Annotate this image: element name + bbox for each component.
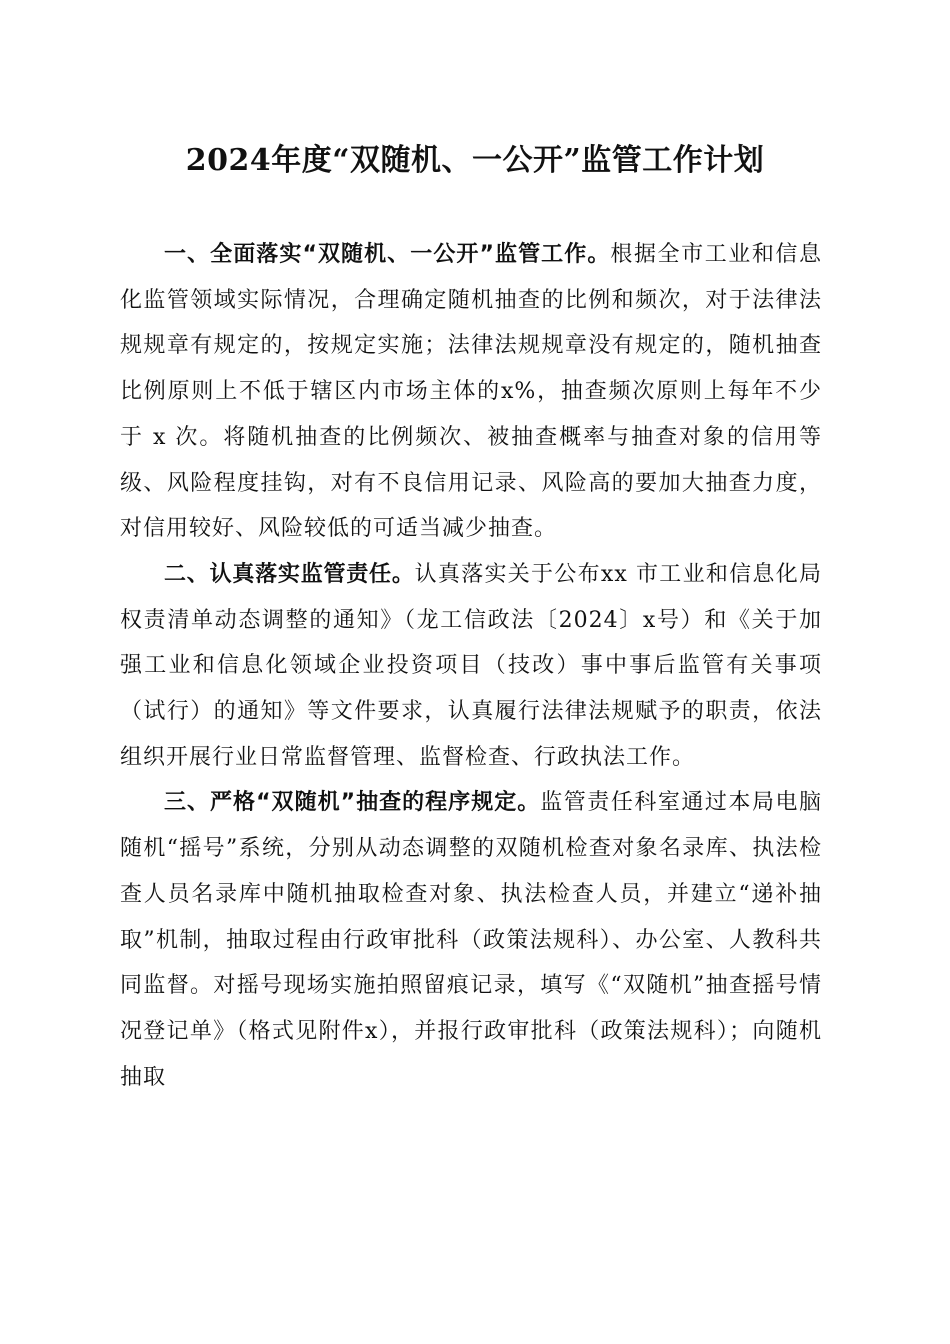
section-heading-3: 三、严格“双随机”抽查的程序规定。 <box>164 790 541 816</box>
section-paragraph-2 <box>120 552 822 781</box>
document-title: 2024年度“双随机、一公开”监管工作计划 <box>185 143 765 178</box>
document-body <box>120 232 822 1100</box>
section-text-3: 监管责任科室通过本局电脑随机“摇号”系统，分别从动态调整的双随机检查对象名录库、执法检查人员名录库中随机抽取检查对象、执法检查人员，并建立“递补抽取”机制，抽取过程由行政审批科（政策法规科）、办公室、人教科共同监督。对摇号现场实施拍照留痕记录，填写《“双随机”抽查摇号情况登记单》（格式见附件x），并报行政审批科（政策法规科）；向随机抽取 <box>120 790 822 1090</box>
section-text-2: 认真落实关于公布xx 市工业和信息化局权责清单动态调整的通知》（龙工信政法〔2024〕x号）和《关于加强工业和信息化领域企业投资项目（技改）事中事后监管有关事项（试行）的通知》等文件要求，认真履行法律法规赋予的职责，依法组织开展行业日常监督管理、监督检查、行政执法工作。 <box>120 561 822 770</box>
section-paragraph-1 <box>120 232 822 552</box>
section-heading-2: 二、认真落实监管责任。 <box>164 561 415 587</box>
section-paragraph-3 <box>120 780 822 1100</box>
section-heading-1: 一、全面落实“双随机、一公开”监管工作。 <box>164 242 611 267</box>
section-text-1: 根据全市工业和信息化监管领域实际情况，合理确定随机抽查的比例和频次，对于法律法规规章有规定的，按规定实施；法律法规规章没有规定的，随机抽查比例原则上不低于辖区内市场主体的x%，抽查频次原则上每年不少于 x 次。将随机抽查的比例频次、被抽查概率与抽查对象的信用等级、风险程度挂钩，对有不良信用记录、风险高的要加大抽查力度，对信用较好、风险较低的可适当减少抽查。 <box>120 242 822 542</box>
